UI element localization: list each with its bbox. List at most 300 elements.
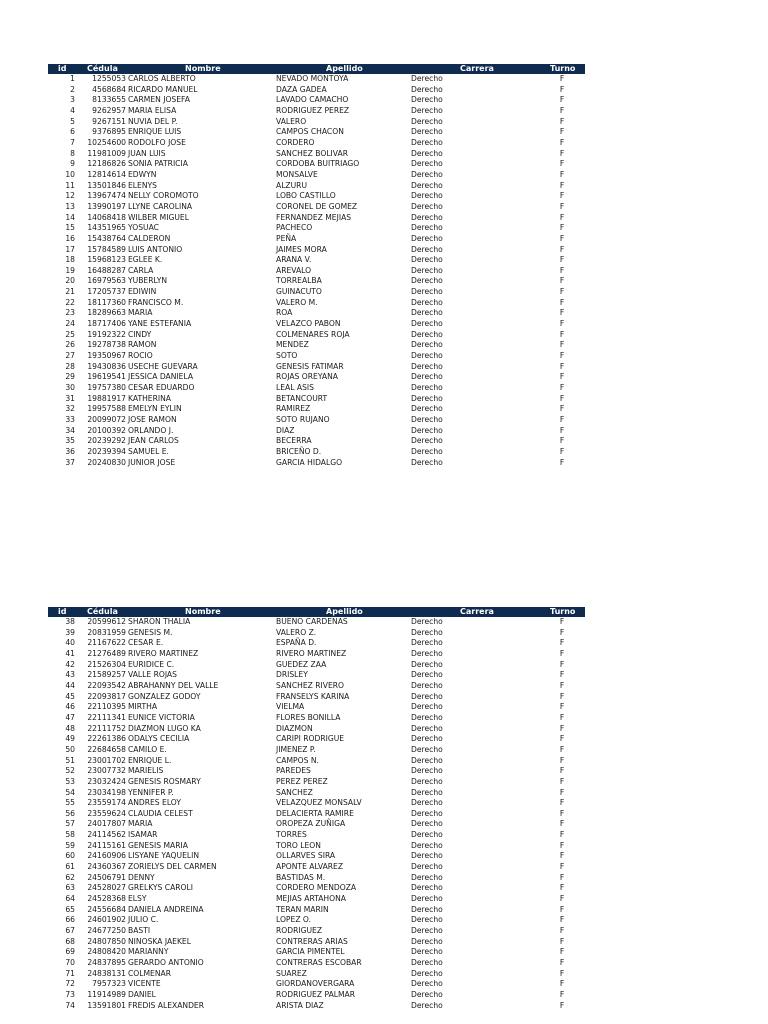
- cell-nombre: DANIELA ANDREINA: [128, 904, 204, 914]
- cell-turno: F: [559, 915, 565, 925]
- cell-id: 57: [65, 819, 75, 829]
- table-row: [48, 426, 585, 437]
- cell-id: 74: [65, 1000, 75, 1010]
- cell-cedula: 24160906: [87, 851, 126, 861]
- table-row: [48, 74, 585, 85]
- cell-apellido: GIORDANOVERGARA: [276, 979, 355, 989]
- cell-apellido: RODRIGUEZ PALMAR: [276, 989, 356, 999]
- table-row: [48, 85, 585, 96]
- cell-id: 42: [65, 659, 75, 669]
- cell-apellido: LOBO CASTILLO: [276, 191, 336, 201]
- cell-apellido: GARCIA HIDALGO: [276, 457, 343, 467]
- cell-cedula: 15784589: [87, 244, 126, 254]
- cell-nombre: CESAR EDUARDO: [128, 383, 195, 393]
- header-apellido: Apellido: [326, 607, 363, 616]
- table-row: [48, 213, 585, 224]
- cell-cedula: 20831959: [87, 627, 126, 637]
- table-row: [48, 969, 585, 980]
- cell-id: 8: [70, 148, 75, 158]
- header-turno: Turno: [550, 64, 576, 73]
- cell-turno: F: [559, 297, 565, 307]
- cell-apellido: BETANCOURT: [276, 393, 328, 403]
- cell-nombre: VALLE ROJAS: [128, 670, 177, 680]
- cell-apellido: VALERO: [276, 116, 307, 126]
- table-row: [48, 223, 585, 234]
- cell-carrera: Derecho: [411, 223, 443, 233]
- cell-carrera: Derecho: [411, 255, 443, 265]
- cell-apellido: NEVADO MONTOYA: [276, 74, 349, 83]
- cell-id: 1: [70, 74, 75, 83]
- table-row: [48, 958, 585, 969]
- cell-nombre: ORLANDO J.: [128, 425, 174, 435]
- cell-cedula: 24528027: [87, 883, 126, 893]
- cell-cedula: 19757380: [87, 383, 126, 393]
- cell-cedula: 20240830: [87, 457, 126, 467]
- cell-turno: F: [559, 894, 565, 904]
- cell-cedula: 22111752: [87, 723, 126, 733]
- cell-apellido: DAZA GADEA: [276, 84, 327, 94]
- cell-turno: F: [559, 776, 565, 786]
- cell-cedula: 22261386: [87, 734, 126, 744]
- cell-cedula: 24837895: [87, 958, 126, 967]
- cell-apellido: ROA: [276, 308, 293, 318]
- cell-turno: F: [559, 127, 565, 137]
- cell-nombre: ENRIQUE L.: [128, 755, 172, 765]
- cell-apellido: FRANSELYS KARINA: [276, 691, 350, 701]
- cell-id: 26: [65, 340, 75, 350]
- cell-nombre: MARIA ELISA: [128, 105, 177, 115]
- cell-id: 27: [65, 351, 75, 361]
- cell-id: 55: [65, 798, 75, 808]
- cell-id: 25: [65, 329, 75, 339]
- cell-apellido: MONSALVE: [276, 169, 318, 179]
- table-row: [48, 766, 585, 777]
- cell-id: 2: [70, 84, 75, 94]
- cell-cedula: 19619541: [87, 372, 126, 382]
- table-row: [48, 905, 585, 916]
- cell-id: 18: [65, 255, 75, 265]
- cell-carrera: Derecho: [411, 926, 443, 936]
- cell-id: 29: [65, 372, 75, 382]
- cell-carrera: Derecho: [411, 755, 443, 765]
- cell-carrera: Derecho: [411, 84, 443, 94]
- cell-nombre: ABRAHANNY DEL VALLE: [128, 680, 219, 690]
- table-row: [48, 819, 585, 830]
- cell-cedula: 19430836: [87, 361, 126, 371]
- table-row: [48, 298, 585, 309]
- cell-apellido: FLORES BONILLA: [276, 712, 341, 722]
- cell-carrera: Derecho: [411, 287, 443, 297]
- cell-cedula: 24601902: [87, 915, 126, 925]
- cell-id: 52: [65, 766, 75, 776]
- cell-turno: F: [559, 95, 565, 105]
- cell-nombre: ODALYS CECILIA: [128, 734, 190, 744]
- table-row: [48, 649, 585, 660]
- table-row: [48, 1001, 585, 1012]
- cell-cedula: 10254600: [87, 137, 126, 147]
- table-row: [48, 447, 585, 458]
- cell-nombre: KATHERINA: [128, 393, 171, 403]
- cell-apellido: SANCHEZ RIVERO: [276, 680, 345, 690]
- cell-turno: F: [559, 648, 565, 658]
- cell-cedula: 24677250: [87, 926, 126, 936]
- cell-apellido: GUINACUTO: [276, 287, 322, 297]
- cell-nombre: USECHE GUEVARA: [128, 361, 198, 371]
- cell-carrera: Derecho: [411, 276, 443, 286]
- cell-turno: F: [559, 191, 565, 201]
- cell-turno: F: [559, 617, 565, 626]
- cell-id: 50: [65, 744, 75, 754]
- table-row: [48, 915, 585, 926]
- cell-id: 14: [65, 212, 75, 222]
- cell-cedula: 12186826: [87, 159, 126, 169]
- table-row: [48, 330, 585, 341]
- cell-carrera: Derecho: [411, 798, 443, 808]
- cell-nombre: CARMEN JOSEFA: [128, 95, 190, 105]
- cell-cedula: 21276489: [87, 648, 126, 658]
- table-row: [48, 756, 585, 767]
- table-row: [48, 841, 585, 852]
- table-row: [48, 351, 585, 362]
- cell-nombre: BASTI: [128, 926, 151, 936]
- cell-nombre: EDIWIN: [128, 287, 157, 297]
- table-row: [48, 287, 585, 298]
- cell-carrera: Derecho: [411, 180, 443, 190]
- cell-carrera: Derecho: [411, 308, 443, 318]
- cell-id: 47: [65, 712, 75, 722]
- cell-id: 54: [65, 787, 75, 797]
- table-body: [48, 617, 585, 1011]
- cell-carrera: Derecho: [411, 361, 443, 371]
- cell-nombre: NINOSKA JAEKEL: [128, 936, 191, 946]
- cell-turno: F: [559, 926, 565, 936]
- cell-turno: F: [559, 446, 565, 456]
- cell-id: 44: [65, 680, 75, 690]
- cell-turno: F: [559, 670, 565, 680]
- cell-carrera: Derecho: [411, 340, 443, 350]
- cell-carrera: Derecho: [411, 415, 443, 424]
- cell-id: 45: [65, 691, 75, 701]
- table-row: [48, 436, 585, 447]
- cell-nombre: CARLA: [128, 265, 154, 275]
- cell-nombre: NELLY COROMOTO: [128, 191, 199, 201]
- cell-carrera: Derecho: [411, 862, 443, 872]
- cell-cedula: 18717406: [87, 319, 126, 329]
- cell-apellido: PEREZ PEREZ: [276, 776, 328, 786]
- cell-apellido: ARANA V.: [276, 255, 312, 265]
- cell-turno: F: [559, 904, 565, 914]
- cell-turno: F: [559, 787, 565, 797]
- cell-apellido: BASTIDAS M.: [276, 872, 326, 882]
- cell-cedula: 19350967: [87, 351, 126, 361]
- cell-apellido: BUENO CARDENAS: [276, 617, 348, 626]
- cell-cedula: 22093817: [87, 691, 126, 701]
- cell-carrera: Derecho: [411, 372, 443, 382]
- table-row: [48, 319, 585, 330]
- cell-turno: F: [559, 244, 565, 254]
- cell-turno: F: [559, 830, 565, 840]
- cell-carrera: Derecho: [411, 191, 443, 201]
- cell-apellido: ROJAS OREYANA: [276, 372, 338, 382]
- cell-nombre: LISYANE YAQUELIN: [128, 851, 200, 861]
- cell-apellido: VALERO Z.: [276, 627, 317, 637]
- table-row: [48, 191, 585, 202]
- cell-apellido: DIAZMON: [276, 723, 313, 733]
- cell-turno: F: [559, 84, 565, 94]
- cell-carrera: Derecho: [411, 776, 443, 786]
- cell-carrera: Derecho: [411, 1000, 443, 1010]
- table-row: [48, 394, 585, 405]
- cell-apellido: CONTRERAS ESCOBAR: [276, 958, 362, 967]
- cell-turno: F: [559, 383, 565, 393]
- cell-carrera: Derecho: [411, 670, 443, 680]
- cell-cedula: 24556684: [87, 904, 126, 914]
- cell-id: 10: [65, 169, 75, 179]
- cell-turno: F: [559, 361, 565, 371]
- cell-turno: F: [559, 116, 565, 126]
- cell-carrera: Derecho: [411, 989, 443, 999]
- cell-cedula: 23001702: [87, 755, 126, 765]
- cell-nombre: LUIS ANTONIO: [128, 244, 183, 254]
- cell-nombre: YUBERLYN: [128, 276, 168, 286]
- cell-carrera: Derecho: [411, 915, 443, 925]
- cell-nombre: MARIA: [128, 819, 153, 829]
- cell-id: 6: [70, 127, 75, 137]
- cell-cedula: 17205737: [87, 287, 126, 297]
- table-row: [48, 308, 585, 319]
- cell-apellido: JAIMES MORA: [276, 244, 327, 254]
- cell-apellido: SOTO: [276, 351, 298, 361]
- cell-turno: F: [559, 169, 565, 179]
- cell-apellido: GENESIS FATIMAR: [276, 361, 344, 371]
- cell-carrera: Derecho: [411, 297, 443, 307]
- cell-turno: F: [559, 958, 565, 967]
- cell-id: 46: [65, 702, 75, 712]
- cell-carrera: Derecho: [411, 712, 443, 722]
- cell-apellido: PEÑA: [276, 233, 297, 243]
- cell-apellido: CORDOBA BUITRIAGO: [276, 159, 360, 169]
- cell-turno: F: [559, 319, 565, 329]
- cell-turno: F: [559, 734, 565, 744]
- cell-id: 36: [65, 446, 75, 456]
- cell-id: 33: [65, 415, 75, 424]
- table-row: [48, 883, 585, 894]
- cell-id: 13: [65, 201, 75, 211]
- cell-nombre: ELSY: [128, 894, 147, 904]
- cell-apellido: TORREALBA: [276, 276, 322, 286]
- cell-cedula: 24114562: [87, 830, 126, 840]
- cell-turno: F: [559, 989, 565, 999]
- cell-cedula: 4568684: [92, 84, 126, 94]
- cell-cedula: 24528368: [87, 894, 126, 904]
- header-turno: Turno: [550, 607, 576, 616]
- cell-carrera: Derecho: [411, 968, 443, 978]
- header-id: id: [58, 64, 67, 73]
- cell-id: 3: [70, 95, 75, 105]
- table-header: [48, 607, 585, 617]
- cell-id: 60: [65, 851, 75, 861]
- cell-id: 72: [65, 979, 75, 989]
- cell-cedula: 24506791: [87, 872, 126, 882]
- cell-id: 67: [65, 926, 75, 936]
- cell-carrera: Derecho: [411, 265, 443, 275]
- cell-carrera: Derecho: [411, 329, 443, 339]
- cell-turno: F: [559, 808, 565, 818]
- cell-nombre: JULIO C.: [128, 915, 159, 925]
- cell-turno: F: [559, 755, 565, 765]
- table-row: [48, 702, 585, 713]
- cell-nombre: GONZALEZ GODOY: [128, 691, 201, 701]
- table-row: [48, 862, 585, 873]
- table-row: [48, 266, 585, 277]
- cell-turno: F: [559, 255, 565, 265]
- table-row: [48, 670, 585, 681]
- table-row: [48, 926, 585, 937]
- cell-turno: F: [559, 404, 565, 414]
- table-row: [48, 873, 585, 884]
- cell-cedula: 9267151: [92, 116, 126, 126]
- cell-carrera: Derecho: [411, 105, 443, 115]
- cell-nombre: VICENTE: [128, 979, 161, 989]
- cell-turno: F: [559, 329, 565, 339]
- cell-carrera: Derecho: [411, 351, 443, 361]
- cell-turno: F: [559, 415, 565, 424]
- cell-apellido: AREVALO: [276, 265, 312, 275]
- cell-id: 32: [65, 404, 75, 414]
- cell-apellido: SOTO RUJANO: [276, 415, 330, 424]
- cell-apellido: OROPEZA ZUÑIGA: [276, 819, 346, 829]
- table-row: [48, 404, 585, 415]
- cell-cedula: 20099072: [87, 415, 126, 424]
- cell-id: 69: [65, 947, 75, 957]
- cell-apellido: ESPAÑA D.: [276, 638, 317, 648]
- cell-carrera: Derecho: [411, 702, 443, 712]
- cell-cedula: 8133655: [92, 95, 126, 105]
- cell-nombre: GENESIS ROSMARY: [128, 776, 201, 786]
- cell-nombre: CALDERON: [128, 233, 171, 243]
- cell-turno: F: [559, 638, 565, 648]
- cell-turno: F: [559, 883, 565, 893]
- cell-carrera: Derecho: [411, 979, 443, 989]
- cell-apellido: OLLARVES SIRA: [276, 851, 336, 861]
- cell-nombre: RODOLFO JOSE: [128, 137, 186, 147]
- cell-nombre: EMELYN EYLIN: [128, 404, 182, 414]
- cell-nombre: SAMUEL E.: [128, 446, 169, 456]
- cell-nombre: EGLEE K.: [128, 255, 163, 265]
- cell-carrera: Derecho: [411, 127, 443, 137]
- cell-apellido: JIMENEZ P.: [276, 744, 316, 754]
- cell-apellido: CAMPOS CHACON: [276, 127, 344, 137]
- cell-cedula: 18117360: [87, 297, 126, 307]
- table-row: [48, 660, 585, 671]
- cell-turno: F: [559, 798, 565, 808]
- cell-id: 40: [65, 638, 75, 648]
- cell-id: 19: [65, 265, 75, 275]
- cell-nombre: MARIA: [128, 308, 153, 318]
- cell-turno: F: [559, 819, 565, 829]
- cell-id: 5: [70, 116, 75, 126]
- cell-id: 41: [65, 648, 75, 658]
- cell-nombre: FRANCISCO M.: [128, 297, 184, 307]
- cell-turno: F: [559, 233, 565, 243]
- cell-cedula: 11914989: [87, 989, 126, 999]
- cell-id: 48: [65, 723, 75, 733]
- cell-carrera: Derecho: [411, 638, 443, 648]
- cell-id: 68: [65, 936, 75, 946]
- table-row: [48, 95, 585, 106]
- cell-turno: F: [559, 212, 565, 222]
- cell-cedula: 16979563: [87, 276, 126, 286]
- cell-nombre: JESSICA DANIELA: [128, 372, 194, 382]
- header-apellido: Apellido: [326, 64, 363, 73]
- cell-carrera: Derecho: [411, 947, 443, 957]
- cell-apellido: LEAL ASIS: [276, 383, 314, 393]
- table-row: [48, 788, 585, 799]
- cell-apellido: VIELMA: [276, 702, 305, 712]
- cell-carrera: Derecho: [411, 95, 443, 105]
- table-row: [48, 106, 585, 117]
- cell-nombre: NUVIA DEL P.: [128, 116, 178, 126]
- cell-carrera: Derecho: [411, 446, 443, 456]
- cell-cedula: 14351965: [87, 223, 126, 233]
- cell-carrera: Derecho: [411, 212, 443, 222]
- cell-carrera: Derecho: [411, 137, 443, 147]
- cell-nombre: EDWYN: [128, 169, 157, 179]
- cell-turno: F: [559, 936, 565, 946]
- cell-turno: F: [559, 680, 565, 690]
- cell-id: 21: [65, 287, 75, 297]
- cell-turno: F: [559, 351, 565, 361]
- cell-nombre: SHARON THALIA: [128, 617, 191, 626]
- cell-apellido: MEJIAS ARTAHONA: [276, 894, 346, 904]
- cell-apellido: ALZURU: [276, 180, 308, 190]
- table-row: [48, 937, 585, 948]
- cell-id: 24: [65, 319, 75, 329]
- cell-id: 34: [65, 425, 75, 435]
- cell-cedula: 22110395: [87, 702, 126, 712]
- table-row: [48, 340, 585, 351]
- cell-carrera: Derecho: [411, 691, 443, 701]
- cell-carrera: Derecho: [411, 627, 443, 637]
- cell-nombre: MARIELIS: [128, 766, 164, 776]
- cell-id: 16: [65, 233, 75, 243]
- cell-apellido: CAMPOS N.: [276, 755, 319, 765]
- cell-carrera: Derecho: [411, 830, 443, 840]
- cell-cedula: 23032424: [87, 776, 126, 786]
- cell-apellido: RIVERO MARTINEZ: [276, 648, 347, 658]
- cell-carrera: Derecho: [411, 233, 443, 243]
- cell-cedula: 21526304: [87, 659, 126, 669]
- cell-apellido: FERNANDEZ MEJIAS: [276, 212, 352, 222]
- cell-turno: F: [559, 723, 565, 733]
- cell-nombre: CLAUDIA CELEST: [128, 808, 193, 818]
- cell-id: 73: [65, 989, 75, 999]
- cell-apellido: CORDERO: [276, 137, 315, 147]
- cell-turno: F: [559, 744, 565, 754]
- cell-id: 64: [65, 894, 75, 904]
- cell-carrera: Derecho: [411, 425, 443, 435]
- cell-carrera: Derecho: [411, 936, 443, 946]
- cell-apellido: RODRIGUEZ: [276, 926, 323, 936]
- cell-nombre: EUNICE VICTORIA: [128, 712, 195, 722]
- cell-id: 59: [65, 840, 75, 850]
- table-row: [48, 127, 585, 138]
- table-row: [48, 255, 585, 266]
- cell-cedula: 24838131: [87, 968, 126, 978]
- cell-turno: F: [559, 691, 565, 701]
- cell-id: 61: [65, 862, 75, 872]
- cell-id: 51: [65, 755, 75, 765]
